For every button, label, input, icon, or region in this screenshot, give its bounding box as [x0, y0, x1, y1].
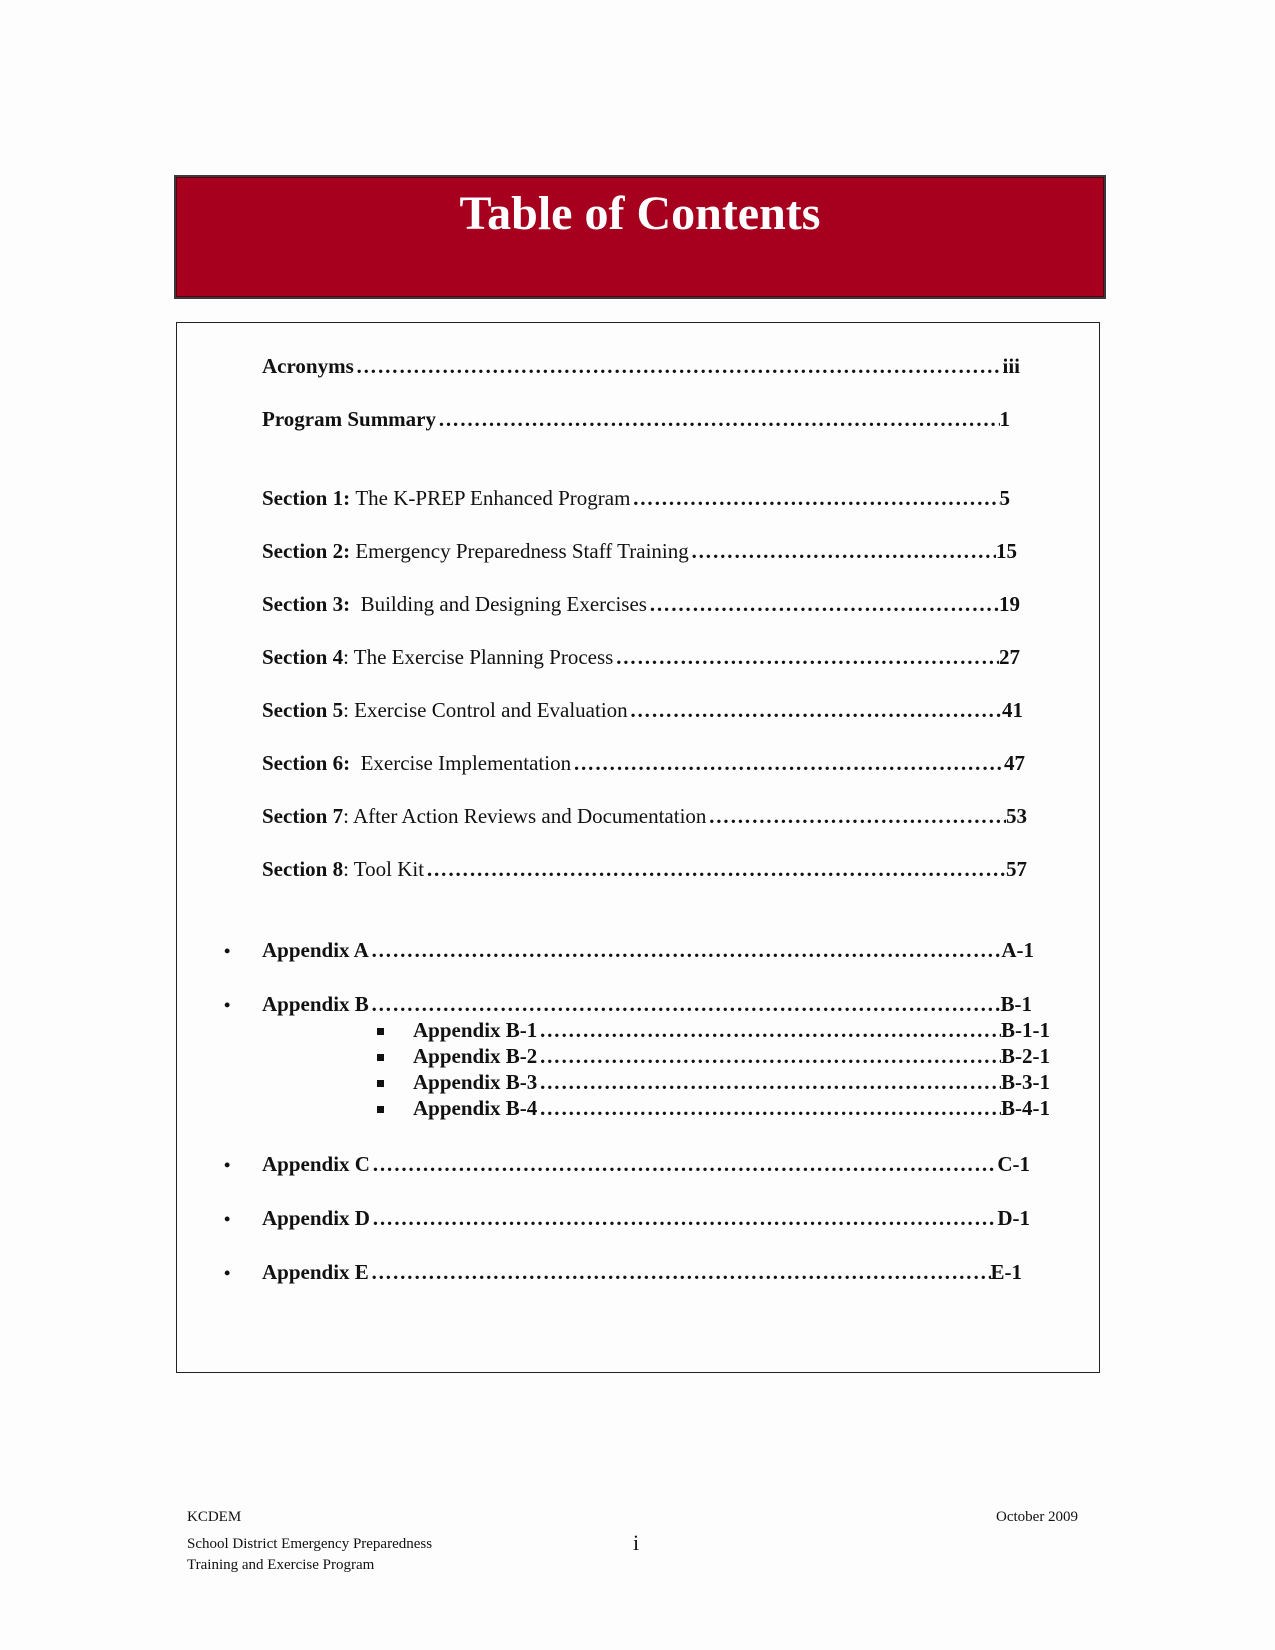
bullet-icon: • [224, 941, 231, 961]
toc-entry-head: Appendix C [262, 1152, 370, 1176]
dot-leader [539, 1018, 1001, 1043]
toc-entry-acronyms[interactable] [262, 354, 1020, 379]
square-bullet-icon [377, 1028, 384, 1035]
footer-page-number: i [633, 1530, 640, 1555]
toc-entry-head: Appendix D [262, 1206, 370, 1230]
toc-entry-section-7[interactable] [262, 804, 1027, 829]
toc-entry-page: C-1 [997, 1152, 1030, 1176]
toc-entry-appendix-b-3[interactable] [413, 1070, 1050, 1095]
toc-entry-page: iii [1002, 354, 1020, 378]
dot-leader [691, 539, 996, 564]
toc-entry-head: Section 1: [262, 486, 351, 510]
toc-entry-title: The K-PREP Enhanced Program [355, 486, 631, 510]
toc-entry-section-5[interactable] [262, 698, 1023, 723]
toc-entry-head: Section 8 [262, 857, 344, 881]
toc-entry-title: : After Action Reviews and Documentation [343, 804, 707, 828]
toc-entry-appendix-e[interactable] [262, 1260, 1022, 1285]
toc-entry-title: Emergency Preparedness Staff Training [355, 539, 689, 563]
toc-entry-page: B-3-1 [1001, 1070, 1050, 1094]
footer-program-line-2: Training and Exercise Program [187, 1557, 375, 1573]
toc-entry-head: Section 6: [262, 751, 351, 775]
toc-entry-title: : The Exercise Planning Process [343, 645, 614, 669]
dot-leader [615, 645, 999, 670]
toc-entry-page: D-1 [997, 1206, 1030, 1230]
dot-leader [371, 992, 1001, 1017]
dot-leader [372, 1152, 997, 1177]
toc-entry-program-summary[interactable] [262, 407, 1010, 432]
toc-entry-page: B-1-1 [1001, 1018, 1050, 1042]
toc-entry-head: Appendix B-4 [413, 1096, 538, 1120]
bullet-icon: • [224, 995, 231, 1015]
footer-program-line-1: School District Emergency Preparedness [187, 1536, 433, 1552]
square-bullet-icon [377, 1054, 384, 1061]
toc-entry-page: B-1 [1000, 992, 1032, 1016]
toc-entry-appendix-a[interactable] [262, 938, 1034, 963]
toc-entry-appendix-b-1[interactable] [413, 1018, 1050, 1043]
toc-entry-appendix-c[interactable] [262, 1152, 1030, 1177]
dot-leader [630, 698, 1002, 723]
toc-entry-head: Program Summary [262, 407, 436, 431]
dot-leader [649, 592, 999, 617]
dot-leader [632, 486, 999, 511]
toc-entry-page: 57 [1006, 857, 1027, 881]
dot-leader [438, 407, 1000, 432]
toc-entry-section-1[interactable] [262, 486, 1010, 511]
toc-entry-appendix-b-2[interactable] [413, 1044, 1050, 1069]
toc-entry-page: 41 [1002, 698, 1023, 722]
dot-leader [372, 1206, 997, 1231]
toc-entry-page: 5 [999, 486, 1010, 510]
toc-entry-title: : Tool Kit [343, 857, 425, 881]
toc-entry-head: Section 7 [262, 804, 344, 828]
toc-entry-page: E-1 [990, 1260, 1022, 1284]
toc-entry-page: 1 [999, 407, 1010, 431]
footer-date: October 2009 [996, 1509, 1079, 1525]
toc-entry-section-8[interactable] [262, 857, 1027, 882]
dot-leader [708, 804, 1006, 829]
toc-entry-head: Appendix E [262, 1260, 369, 1284]
dot-leader [573, 751, 1004, 776]
bullet-icon: • [224, 1155, 231, 1175]
toc-entry-appendix-b-4[interactable] [413, 1096, 1050, 1121]
toc-entry-head: Section 2: [262, 539, 351, 563]
toc-entry-head: Section 4 [262, 645, 344, 669]
toc-entry-appendix-d[interactable] [262, 1206, 1030, 1231]
dot-leader [356, 354, 1003, 379]
toc-entry-page: B-4-1 [1001, 1096, 1050, 1120]
toc-entry-head: Appendix B-1 [413, 1018, 538, 1042]
toc-entry-head: Section 5 [262, 698, 344, 722]
toc-entry-section-6[interactable] [262, 751, 1025, 776]
toc-entry-title: Building and Designing Exercises [360, 592, 647, 616]
toc-entry-head: Appendix B-2 [413, 1044, 538, 1068]
dot-leader [371, 938, 1002, 963]
dot-leader [539, 1070, 1001, 1095]
toc-entry-section-3[interactable] [262, 592, 1020, 617]
toc-entry-section-2[interactable] [262, 539, 1017, 564]
dot-leader [371, 1260, 991, 1285]
toc-entry-head: Section 3: [262, 592, 351, 616]
bullet-icon: • [224, 1209, 231, 1229]
toc-entry-title: Exercise Implementation [360, 751, 572, 775]
bullet-icon: • [224, 1263, 231, 1283]
square-bullet-icon [377, 1106, 384, 1113]
toc-entry-page: A-1 [1001, 938, 1034, 962]
toc-entry-head: Acronyms [262, 354, 354, 378]
toc-entry-head: Appendix B [262, 992, 369, 1016]
dot-leader [539, 1044, 1001, 1069]
dot-leader [426, 857, 1006, 882]
toc-entry-section-4[interactable] [262, 645, 1020, 670]
toc-entry-page: 19 [999, 592, 1020, 616]
toc-entry-page: 53 [1006, 804, 1027, 828]
toc-entry-page: 15 [996, 539, 1017, 563]
page-title: Table of Contents [459, 187, 821, 240]
toc-entry-head: Appendix A [262, 938, 369, 962]
dot-leader [539, 1096, 1001, 1121]
toc-entry-page: 47 [1004, 751, 1025, 775]
title-banner [174, 175, 1106, 299]
toc-entry-head: Appendix B-3 [413, 1070, 538, 1094]
footer-org: KCDEM [187, 1509, 242, 1525]
toc-entry-page: B-2-1 [1001, 1044, 1050, 1068]
square-bullet-icon [377, 1080, 384, 1087]
toc-entry-appendix-b[interactable] [262, 992, 1032, 1017]
toc-entry-title: : Exercise Control and Evaluation [343, 698, 628, 722]
toc-entry-page: 27 [999, 645, 1020, 669]
